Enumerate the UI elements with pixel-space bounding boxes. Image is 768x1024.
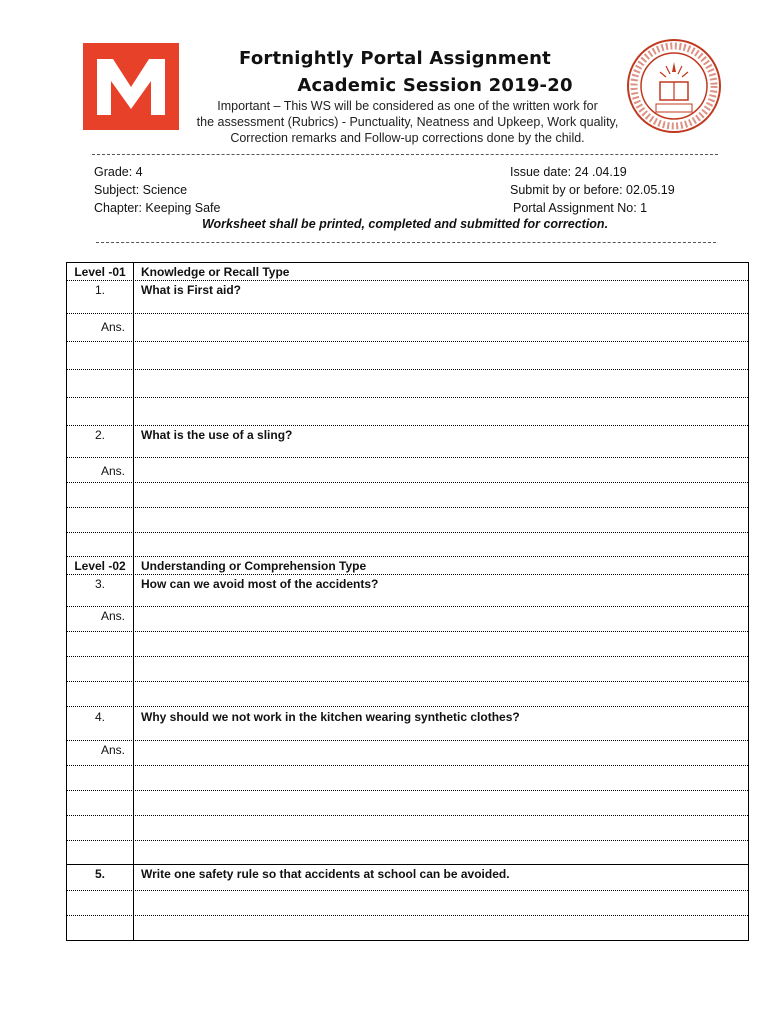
table-row <box>67 790 748 815</box>
table-row <box>67 369 748 397</box>
grade-label: Grade: 4 <box>94 165 143 179</box>
question-text: What is the use of a sling? <box>141 428 293 442</box>
submit-date-label: Submit by or before: 02.05.19 <box>510 183 675 197</box>
answer-space[interactable] <box>134 398 748 425</box>
important-note-line-3: Correction remarks and Follow-up corrections done by the child. <box>230 131 585 145</box>
table-row <box>67 840 748 864</box>
level-type: Knowledge or Recall Type <box>141 265 290 279</box>
table-row <box>67 262 748 280</box>
question-number: 4. <box>67 707 134 740</box>
answer-space[interactable] <box>134 791 748 815</box>
table-row <box>67 532 748 556</box>
question-text: How can we avoid most of the accidents? <box>141 577 379 591</box>
table-row <box>67 740 748 765</box>
table-row <box>67 280 748 313</box>
table-row <box>67 507 748 532</box>
answer-space[interactable] <box>134 766 748 790</box>
answer-space[interactable] <box>134 632 748 656</box>
answer-label: Ans. <box>67 314 134 341</box>
question-text: Why should we not work in the kitchen wearing synthetic clothes? <box>141 710 520 724</box>
answer-space[interactable] <box>134 891 748 915</box>
instruction-text: Worksheet shall be printed, completed and submitted for correction. <box>201 217 609 231</box>
table-row <box>67 706 748 740</box>
answer-space[interactable] <box>134 682 748 706</box>
question-text: Write one safety rule so that accidents at school can be avoided. <box>141 867 510 881</box>
table-row <box>67 656 748 681</box>
answer-space[interactable] <box>134 607 748 631</box>
question-number: 2. <box>67 426 134 457</box>
answer-space[interactable] <box>134 508 748 532</box>
issue-date-label: Issue date: 24 .04.19 <box>510 165 627 179</box>
table-row <box>67 425 748 457</box>
table-row <box>67 681 748 706</box>
important-note-line-1: Important – This WS will be considered as one of the written work for <box>217 99 598 113</box>
table-row <box>67 574 748 606</box>
table-row <box>67 631 748 656</box>
assignment-number-label: Portal Assignment No: 1 <box>513 201 648 215</box>
level-label: Level -01 <box>67 263 134 280</box>
divider <box>96 242 716 243</box>
table-row <box>67 313 748 341</box>
answer-space[interactable] <box>134 342 748 369</box>
table-row <box>67 556 748 574</box>
table-row <box>67 864 748 890</box>
table-row <box>67 482 748 507</box>
table-row <box>67 397 748 425</box>
level-label: Level -02 <box>67 557 134 574</box>
divider <box>92 154 718 155</box>
answer-space[interactable] <box>134 314 748 341</box>
answer-label: Ans. <box>67 607 134 631</box>
table-row <box>67 341 748 369</box>
table-row <box>67 915 748 941</box>
subject-label: Subject: Science <box>94 183 188 197</box>
answer-space[interactable] <box>134 741 748 765</box>
question-text: What is First aid? <box>141 283 242 297</box>
answer-space[interactable] <box>134 483 748 507</box>
table-row <box>67 765 748 790</box>
answer-label: Ans. <box>67 741 134 765</box>
answer-space[interactable] <box>134 458 748 482</box>
answer-space[interactable] <box>134 816 748 840</box>
important-note-line-2: the assessment (Rubrics) - Punctuality, Neatness and Upkeep, Work quality, <box>196 115 619 129</box>
chapter-label: Chapter: Keeping Safe <box>94 201 221 215</box>
worksheet-table <box>66 262 749 941</box>
table-row <box>67 457 748 482</box>
page-title: Fortnightly Portal Assignment <box>239 48 551 69</box>
answer-space[interactable] <box>134 533 748 556</box>
question-number: 5. <box>67 865 134 890</box>
table-row <box>67 606 748 631</box>
question-number: 1. <box>67 281 134 313</box>
table-row <box>67 890 748 915</box>
answer-space[interactable] <box>134 916 748 940</box>
session-title: Academic Session 2019-20 <box>297 75 573 96</box>
answer-space[interactable] <box>134 657 748 681</box>
level-type: Understanding or Comprehension Type <box>141 559 367 573</box>
answer-label: Ans. <box>67 458 134 482</box>
answer-space[interactable] <box>134 370 748 397</box>
answer-space[interactable] <box>134 841 748 864</box>
table-row <box>67 815 748 840</box>
question-number: 3. <box>67 575 134 606</box>
